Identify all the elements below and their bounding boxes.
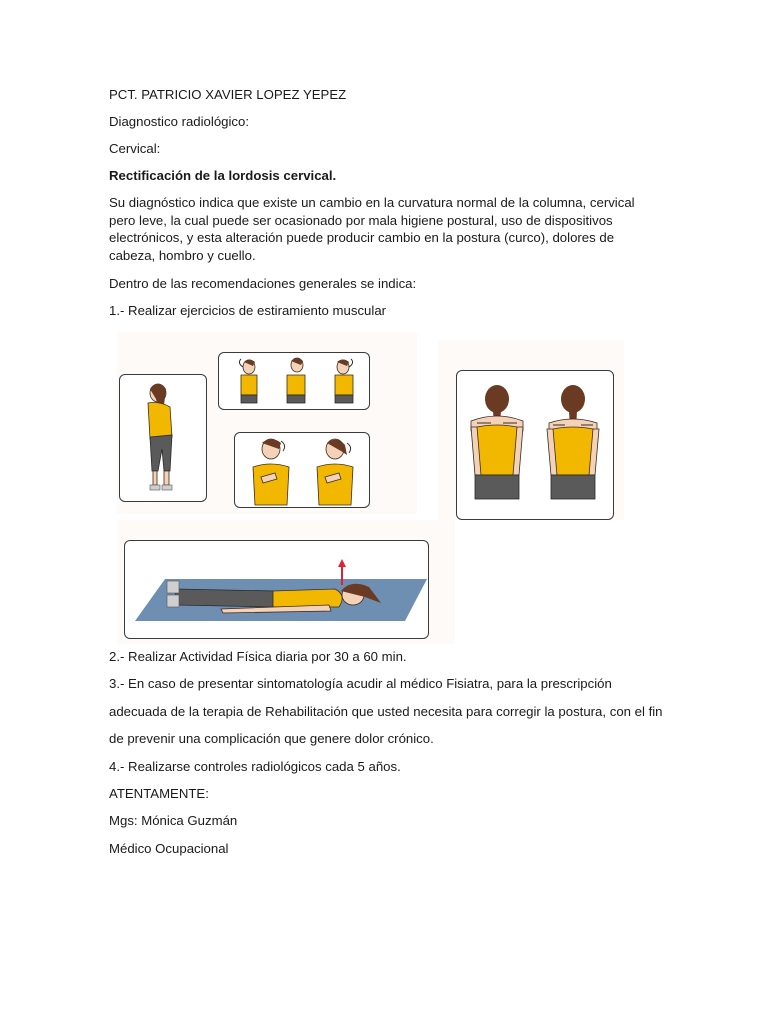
prone-back-extension-image bbox=[117, 520, 455, 644]
diagnosis-label: Diagnostico radiológico: bbox=[109, 114, 250, 129]
neck-stretch-exercises-image bbox=[117, 332, 417, 514]
neck-rotation-panel bbox=[234, 432, 370, 508]
signer-title: Médico Ocupacional bbox=[109, 841, 229, 856]
recommendations-intro: Dentro de las recomendaciones generales se indica: bbox=[109, 276, 417, 291]
shoulder-posture-panel bbox=[456, 370, 614, 520]
closing-text: ATENTAMENTE: bbox=[109, 786, 209, 801]
signer-name: Mgs: Mónica Guzmán bbox=[109, 813, 238, 828]
recommendation-3-line-1: 3.- En caso de presentar sintomatología acudir al médico Fisiatra, para la prescripción bbox=[109, 676, 612, 691]
lateral-neck-stretch-panel bbox=[218, 352, 370, 410]
region-label: Cervical: bbox=[109, 141, 161, 156]
recommendation-4: 4.- Realizarse controles radiológicos cada 5 años. bbox=[109, 759, 401, 774]
recommendation-1: 1.- Realizar ejercicios de estiramiento muscular bbox=[109, 303, 387, 318]
prone-extension-panel bbox=[124, 540, 429, 639]
shoulder-posture-exercise-image bbox=[438, 340, 624, 520]
recommendation-3-line-2: adecuada de la terapia de Rehabilitación que usted necesita para corregir la postura, con el fin bbox=[109, 704, 663, 719]
finding-heading: Rectificación de la lordosis cervical. bbox=[109, 168, 337, 183]
recommendation-2: 2.- Realizar Actividad Física diaria por 30 a 60 min. bbox=[109, 649, 407, 664]
patient-name: PCT. PATRICIO XAVIER LOPEZ YEPEZ bbox=[109, 87, 347, 102]
standing-posture-panel bbox=[119, 374, 207, 502]
explanation-paragraph: Su diagnóstico indica que existe un cambio en la curvatura normal de la columna, cervical pero leve, la cual puede ser ocasionado por mala higiene postural, uso de dispositivos electrónicos, y esta alteración puede producir cambio en la postura (curco), dolores de cabeza, hombro y cuello. bbox=[109, 195, 635, 263]
recommendation-3-line-3: de prevenir una complicación que genere dolor crónico. bbox=[109, 731, 434, 746]
